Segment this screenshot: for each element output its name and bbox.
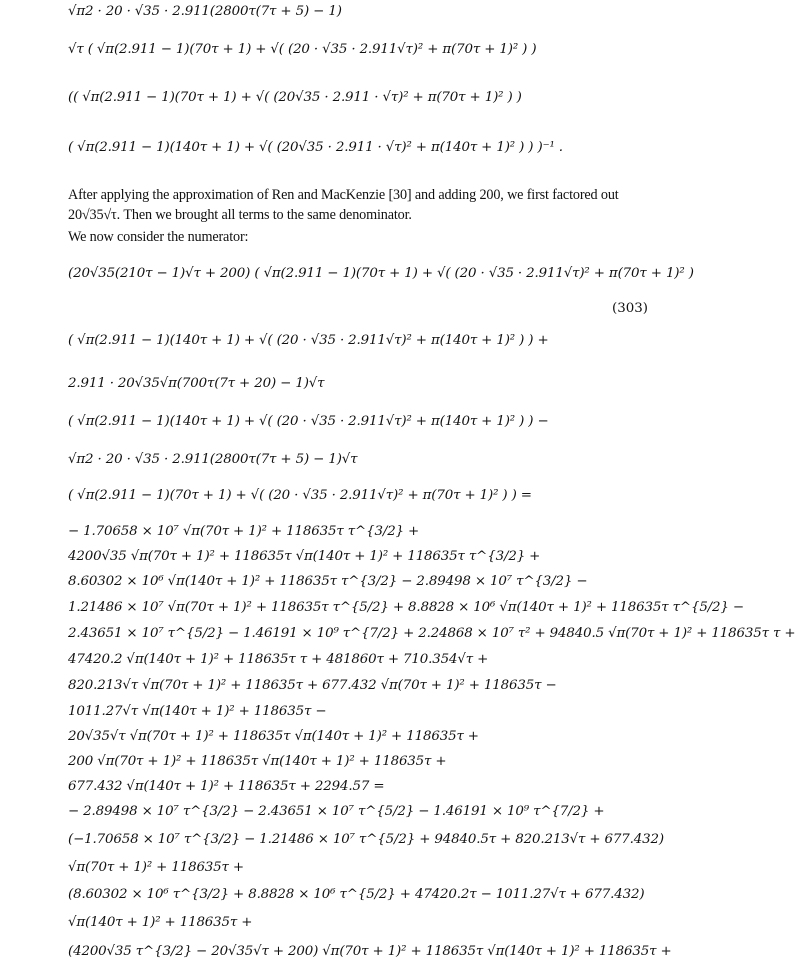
equation-line: √π(140τ + 1)² + 118635τ + xyxy=(68,915,253,930)
equation-line: 2.911 · 20√35√π(700τ(7τ + 20) − 1)√τ xyxy=(68,376,325,391)
equation-line: 1011.27√τ √π(140τ + 1)² + 118635τ − xyxy=(68,704,327,719)
paragraph-line: We now consider the numerator: xyxy=(68,229,249,245)
equation-line: 820.213√τ √π(70τ + 1)² + 118635τ + 677.432 √π(70τ + 1)² + 118635τ − xyxy=(68,678,557,693)
equation-line: 8.60302 × 10⁶ √π(140τ + 1)² + 118635τ τ^{3/2} − 2.89498 × 10⁷ τ^{3/2} − xyxy=(68,574,588,589)
equation-line: − 2.89498 × 10⁷ τ^{3/2} − 2.43651 × 10⁷ τ^{5/2} − 1.46191 × 10⁹ τ^{7/2} + xyxy=(68,804,605,819)
equation-line: 677.432 √π(140τ + 1)² + 118635τ + 2294.57 = xyxy=(68,779,385,794)
equation-line: ( √π(2.911 − 1)(140τ + 1) + √( (20√35 · 2.911 · √τ)² + π(140τ + 1)² ) ) )⁻¹ . xyxy=(68,140,563,155)
equation-line: 2.43651 × 10⁷ τ^{5/2} − 1.46191 × 10⁹ τ^{7/2} + 2.24868 × 10⁷ τ² + 94840.5 √π(70τ + 1)² + 118635τ τ + xyxy=(68,626,795,641)
equation-line: ( √π(2.911 − 1)(140τ + 1) + √( (20 · √35 · 2.911√τ)² + π(140τ + 1)² ) ) + xyxy=(68,333,549,348)
equation-line: ( √π(2.911 − 1)(140τ + 1) + √( (20 · √35 · 2.911√τ)² + π(140τ + 1)² ) ) − xyxy=(68,414,549,429)
equation-line: √π2 · 20 · √35 · 2.911(2800τ(7τ + 5) − 1)√τ xyxy=(68,452,358,467)
equation-line: (−1.70658 × 10⁷ τ^{3/2} − 1.21486 × 10⁷ τ^{5/2} + 94840.5τ + 820.213√τ + 677.432) xyxy=(68,832,664,847)
equation-number: (303) xyxy=(612,301,649,316)
equation-line: ( √π(2.911 − 1)(70τ + 1) + √( (20 · √35 · 2.911√τ)² + π(70τ + 1)² ) ) = xyxy=(68,488,532,503)
equation-line: 1.21486 × 10⁷ √π(70τ + 1)² + 118635τ τ^{5/2} + 8.8828 × 10⁶ √π(140τ + 1)² + 118635τ τ^{5/2} − xyxy=(68,600,744,615)
equation-line: (8.60302 × 10⁶ τ^{3/2} + 8.8828 × 10⁶ τ^{5/2} + 47420.2τ − 1011.27√τ + 677.432) xyxy=(68,887,645,902)
equation-line: √π2 · 20 · √35 · 2.911(2800τ(7τ + 5) − 1) xyxy=(68,4,342,19)
equation-line: (20√35(210τ − 1)√τ + 200) ( √π(2.911 − 1)(70τ + 1) + √( (20 · √35 · 2.911√τ)² + π(70τ + 1)² ) xyxy=(68,266,694,281)
paragraph-line: 20√35√τ. Then we brought all terms to the same denominator. xyxy=(68,207,412,223)
equation-line: √τ ( √π(2.911 − 1)(70τ + 1) + √( (20 · √35 · 2.911√τ)² + π(70τ + 1)² ) ) xyxy=(68,42,537,57)
equation-line: (4200√35 τ^{3/2} − 20√35√τ + 200) √π(70τ + 1)² + 118635τ √π(140τ + 1)² + 118635τ + xyxy=(68,944,672,959)
equation-line: − 1.70658 × 10⁷ √π(70τ + 1)² + 118635τ τ^{3/2} + xyxy=(68,524,420,539)
equation-line: 20√35√τ √π(70τ + 1)² + 118635τ √π(140τ + 1)² + 118635τ + xyxy=(68,729,479,744)
equation-line: 4200√35 √π(70τ + 1)² + 118635τ √π(140τ + 1)² + 118635τ τ^{3/2} + xyxy=(68,549,541,564)
paragraph-line: After applying the approximation of Ren and MacKenzie [30] and adding 200, we first factored out xyxy=(68,187,619,203)
equation-line: √π(70τ + 1)² + 118635τ + xyxy=(68,860,244,875)
equation-line: 47420.2 √π(140τ + 1)² + 118635τ τ + 481860τ + 710.354√τ + xyxy=(68,652,489,667)
equation-line: (( √π(2.911 − 1)(70τ + 1) + √( (20√35 · 2.911 · √τ)² + π(70τ + 1)² ) ) xyxy=(68,90,522,105)
equation-line: 200 √π(70τ + 1)² + 118635τ √π(140τ + 1)² + 118635τ + xyxy=(68,754,447,769)
